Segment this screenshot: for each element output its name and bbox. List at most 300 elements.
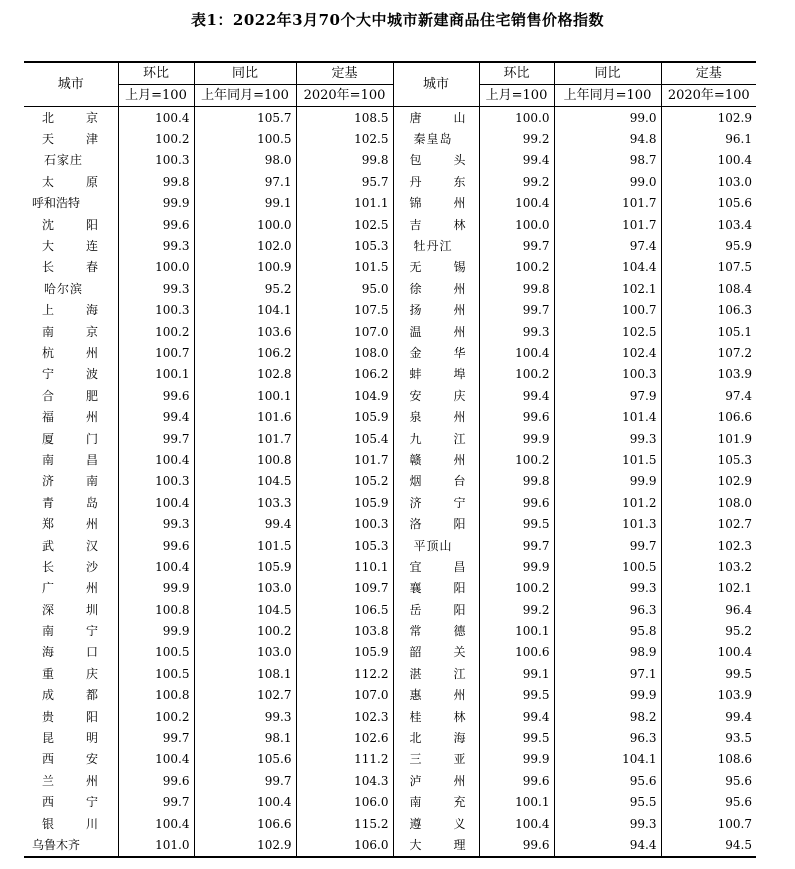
city-cell (393, 107, 479, 129)
yoy-value: 99.1 (194, 193, 296, 214)
city-cell (393, 128, 479, 149)
fixed-value: 108.5 (296, 107, 393, 129)
city-name: 秦皇岛 (413, 132, 453, 147)
city-name: 安 庆 (409, 388, 466, 403)
mom-value: 99.9 (479, 556, 554, 577)
mom-value: 99.7 (118, 792, 194, 813)
yoy-value: 101.5 (554, 449, 661, 470)
mom-value: 99.9 (479, 428, 554, 449)
city-cell (24, 342, 118, 363)
city-name: 厦 门 (42, 431, 98, 446)
yoy-value: 100.3 (554, 364, 661, 385)
header-city-right: 城市 (393, 62, 479, 107)
fixed-value: 103.2 (661, 556, 756, 577)
city-name: 深 圳 (42, 602, 98, 617)
mom-value: 99.5 (479, 685, 554, 706)
table-row (24, 792, 756, 813)
yoy-value: 97.1 (554, 663, 661, 684)
city-cell (24, 235, 118, 256)
fixed-value: 101.5 (296, 257, 393, 278)
mom-value: 100.2 (479, 449, 554, 470)
mom-value: 100.5 (118, 642, 194, 663)
mom-value: 100.3 (118, 150, 194, 171)
table-row (24, 193, 756, 214)
fixed-value: 101.7 (296, 449, 393, 470)
fixed-value: 111.2 (296, 749, 393, 770)
table-row (24, 578, 756, 599)
city-cell (24, 406, 118, 427)
table-row (24, 706, 756, 727)
table-row (24, 471, 756, 492)
fixed-value: 104.3 (296, 770, 393, 791)
fixed-value: 106.0 (296, 792, 393, 813)
mom-value: 100.2 (479, 257, 554, 278)
city-name: 南 充 (409, 795, 466, 810)
city-name: 北 京 (42, 110, 98, 125)
city-cell (24, 385, 118, 406)
yoy-value: 102.4 (554, 342, 661, 363)
fixed-value: 107.5 (661, 257, 756, 278)
mom-value: 99.3 (118, 278, 194, 299)
table-row (24, 278, 756, 299)
mom-value: 99.1 (479, 663, 554, 684)
mom-value: 100.4 (118, 107, 194, 129)
yoy-value: 102.7 (194, 685, 296, 706)
yoy-value: 105.7 (194, 107, 296, 129)
mom-value: 100.4 (479, 342, 554, 363)
header-mom-sub-right: 上月=100 (479, 85, 554, 107)
city-name: 哈尔滨 (44, 281, 84, 296)
table-row (24, 663, 756, 684)
table-row (24, 492, 756, 513)
fixed-value: 104.9 (296, 385, 393, 406)
mom-value: 99.4 (479, 706, 554, 727)
city-name: 南 京 (42, 324, 98, 339)
city-name: 韶 关 (409, 645, 466, 660)
mom-value: 99.2 (479, 171, 554, 192)
fixed-value: 100.4 (661, 642, 756, 663)
city-cell (393, 406, 479, 427)
city-cell (393, 235, 479, 256)
table-row (24, 342, 756, 363)
city-cell (393, 556, 479, 577)
fixed-value: 103.4 (661, 214, 756, 235)
city-cell (24, 492, 118, 513)
yoy-value: 100.0 (194, 214, 296, 235)
table-row (24, 406, 756, 427)
city-name: 徐 州 (409, 281, 466, 296)
city-name: 吉 林 (409, 217, 466, 232)
city-cell (393, 642, 479, 663)
fixed-value: 102.9 (661, 107, 756, 129)
fixed-value: 112.2 (296, 663, 393, 684)
city-cell (393, 321, 479, 342)
mom-value: 100.4 (479, 193, 554, 214)
header-yoy-sub-right: 上年同月=100 (554, 85, 661, 107)
mom-value: 100.6 (479, 642, 554, 663)
fixed-value: 105.9 (296, 642, 393, 663)
city-cell (393, 471, 479, 492)
mom-value: 99.4 (479, 385, 554, 406)
mom-value: 100.1 (118, 364, 194, 385)
fixed-value: 106.6 (661, 406, 756, 427)
table-title: 表1：2022年3月70个大中城市新建商品住宅销售价格指数 (191, 11, 604, 29)
mom-value: 100.4 (118, 556, 194, 577)
yoy-value: 100.5 (194, 128, 296, 149)
city-name: 大 理 (409, 837, 466, 852)
mom-value: 100.2 (118, 706, 194, 727)
yoy-value: 105.6 (194, 749, 296, 770)
yoy-value: 102.8 (194, 364, 296, 385)
yoy-value: 101.4 (554, 406, 661, 427)
fixed-value: 99.5 (661, 663, 756, 684)
yoy-value: 97.4 (554, 235, 661, 256)
city-cell (24, 749, 118, 770)
yoy-value: 103.3 (194, 492, 296, 513)
city-name: 西 安 (42, 752, 98, 767)
yoy-value: 97.1 (194, 171, 296, 192)
mom-value: 99.7 (479, 300, 554, 321)
mom-value: 99.9 (118, 193, 194, 214)
city-name: 银 川 (42, 816, 98, 831)
fixed-value: 100.3 (296, 513, 393, 534)
yoy-value: 99.9 (554, 685, 661, 706)
mom-value: 99.7 (118, 727, 194, 748)
mom-value: 100.2 (118, 128, 194, 149)
city-name: 赣 州 (409, 452, 466, 467)
city-cell (393, 685, 479, 706)
city-cell (24, 471, 118, 492)
table-row (24, 620, 756, 641)
fixed-value: 105.4 (296, 428, 393, 449)
city-name: 杭 州 (42, 345, 98, 360)
city-cell (24, 278, 118, 299)
city-cell (24, 128, 118, 149)
city-name: 泸 州 (409, 773, 466, 788)
city-cell (24, 706, 118, 727)
table-row (24, 428, 756, 449)
city-name: 郑 州 (42, 517, 98, 532)
mom-value: 100.4 (118, 813, 194, 834)
city-cell (24, 214, 118, 235)
city-name: 温 州 (409, 324, 466, 339)
city-name: 长 沙 (42, 559, 98, 574)
city-cell (24, 150, 118, 171)
mom-value: 99.7 (118, 428, 194, 449)
fixed-value: 107.0 (296, 685, 393, 706)
table-row (24, 813, 756, 834)
fixed-value: 105.1 (661, 321, 756, 342)
city-name: 金 华 (409, 345, 466, 360)
fixed-value: 115.2 (296, 813, 393, 834)
yoy-value: 104.5 (194, 471, 296, 492)
yoy-value: 104.4 (554, 257, 661, 278)
city-cell (24, 193, 118, 214)
yoy-value: 102.9 (194, 834, 296, 856)
city-name: 石家庄 (44, 153, 84, 168)
city-cell (24, 107, 118, 129)
fixed-value: 101.9 (661, 428, 756, 449)
city-name: 乌鲁木齐 (32, 837, 81, 852)
city-name: 岳 阳 (409, 602, 466, 617)
mom-value: 99.8 (479, 278, 554, 299)
fixed-value: 95.6 (661, 792, 756, 813)
table-row (24, 321, 756, 342)
header-fixed-sub-right: 2020年=100 (661, 85, 756, 107)
city-name: 贵 阳 (42, 709, 98, 724)
city-name: 呼和浩特 (32, 196, 81, 211)
city-cell (24, 642, 118, 663)
yoy-value: 102.5 (554, 321, 661, 342)
city-name: 泉 州 (409, 410, 466, 425)
city-cell (24, 813, 118, 834)
mom-value: 100.2 (479, 364, 554, 385)
table-row (24, 749, 756, 770)
city-cell (24, 300, 118, 321)
city-cell (393, 257, 479, 278)
table-row (24, 685, 756, 706)
yoy-value: 99.0 (554, 107, 661, 129)
fixed-value: 105.3 (296, 235, 393, 256)
city-cell (393, 792, 479, 813)
yoy-value: 98.7 (554, 150, 661, 171)
table-row (24, 300, 756, 321)
yoy-value: 100.5 (554, 556, 661, 577)
fixed-value: 102.3 (296, 706, 393, 727)
city-name: 牡丹江 (413, 239, 453, 254)
fixed-value: 97.4 (661, 385, 756, 406)
mom-value: 100.1 (479, 792, 554, 813)
city-name: 合 肥 (42, 388, 98, 403)
city-name: 包 头 (409, 153, 466, 168)
city-name: 福 州 (42, 410, 98, 425)
yoy-value: 99.0 (554, 171, 661, 192)
yoy-value: 99.7 (194, 770, 296, 791)
yoy-value: 98.1 (194, 727, 296, 748)
fixed-value: 105.6 (661, 193, 756, 214)
city-cell (393, 449, 479, 470)
mom-value: 99.8 (118, 171, 194, 192)
mom-value: 100.2 (479, 578, 554, 599)
table-row (24, 770, 756, 791)
mom-value: 99.7 (479, 235, 554, 256)
fixed-value: 105.9 (296, 406, 393, 427)
city-name: 海 口 (42, 645, 98, 660)
city-name: 丹 东 (409, 174, 466, 189)
fixed-value: 99.8 (296, 150, 393, 171)
city-cell (393, 706, 479, 727)
header-mom-sub-left: 上月=100 (118, 85, 194, 107)
fixed-value: 95.0 (296, 278, 393, 299)
yoy-value: 100.9 (194, 257, 296, 278)
header-mom-right: 环比 (479, 62, 554, 85)
fixed-value: 94.5 (661, 834, 756, 856)
city-cell (393, 193, 479, 214)
fixed-value: 102.7 (661, 513, 756, 534)
mom-value: 99.6 (479, 492, 554, 513)
fixed-value: 106.5 (296, 599, 393, 620)
fixed-value: 96.4 (661, 599, 756, 620)
fixed-value: 109.7 (296, 578, 393, 599)
city-name: 重 庆 (42, 666, 98, 681)
mom-value: 100.0 (479, 107, 554, 129)
fixed-value: 102.1 (661, 578, 756, 599)
mom-value: 100.1 (479, 620, 554, 641)
fixed-value: 108.6 (661, 749, 756, 770)
city-cell (24, 663, 118, 684)
city-cell (393, 727, 479, 748)
table-row (24, 235, 756, 256)
city-cell (393, 385, 479, 406)
header-fixed-right: 定基 (661, 62, 756, 85)
city-cell (24, 449, 118, 470)
yoy-value: 103.6 (194, 321, 296, 342)
yoy-value: 98.2 (554, 706, 661, 727)
yoy-value: 95.8 (554, 620, 661, 641)
city-name: 宁 波 (42, 367, 98, 382)
fixed-value: 108.0 (661, 492, 756, 513)
city-cell (393, 535, 479, 556)
mom-value: 100.7 (118, 342, 194, 363)
fixed-value: 101.1 (296, 193, 393, 214)
fixed-value: 102.9 (661, 471, 756, 492)
yoy-value: 101.3 (554, 513, 661, 534)
city-cell (393, 214, 479, 235)
table-body (24, 107, 756, 857)
yoy-value: 95.5 (554, 792, 661, 813)
yoy-value: 101.7 (554, 214, 661, 235)
city-cell (393, 171, 479, 192)
yoy-value: 97.9 (554, 385, 661, 406)
fixed-value: 102.5 (296, 128, 393, 149)
yoy-value: 95.2 (194, 278, 296, 299)
yoy-value: 99.7 (554, 535, 661, 556)
mom-value: 99.6 (118, 385, 194, 406)
mom-value: 99.2 (479, 128, 554, 149)
yoy-value: 96.3 (554, 599, 661, 620)
city-cell (393, 278, 479, 299)
table-row (24, 642, 756, 663)
mom-value: 99.6 (479, 770, 554, 791)
fixed-value: 95.9 (661, 235, 756, 256)
city-cell (24, 599, 118, 620)
city-cell (393, 834, 479, 856)
city-name: 南 宁 (42, 624, 98, 639)
fixed-value: 105.3 (296, 535, 393, 556)
yoy-value: 100.1 (194, 385, 296, 406)
mom-value: 99.5 (479, 727, 554, 748)
city-name: 三 亚 (409, 752, 466, 767)
city-name: 长 春 (42, 260, 98, 275)
city-name: 唐 山 (409, 110, 466, 125)
mom-value: 99.6 (479, 406, 554, 427)
header-fixed-left: 定基 (296, 62, 393, 85)
fixed-value: 96.1 (661, 128, 756, 149)
city-name: 无 锡 (409, 260, 466, 275)
mom-value: 99.6 (118, 770, 194, 791)
city-cell (393, 492, 479, 513)
mom-value: 99.8 (479, 471, 554, 492)
city-cell (393, 513, 479, 534)
city-cell (24, 834, 118, 856)
yoy-value: 108.1 (194, 663, 296, 684)
city-name: 济 宁 (409, 495, 466, 510)
city-cell (393, 578, 479, 599)
fixed-value: 106.3 (661, 300, 756, 321)
mom-value: 100.8 (118, 685, 194, 706)
city-cell (393, 620, 479, 641)
city-name: 北 海 (409, 731, 466, 746)
yoy-value: 102.1 (554, 278, 661, 299)
city-cell (24, 535, 118, 556)
mom-value: 100.0 (479, 214, 554, 235)
city-name: 洛 阳 (409, 517, 466, 532)
mom-value: 100.0 (118, 257, 194, 278)
mom-value: 99.7 (479, 535, 554, 556)
mom-value: 99.6 (479, 834, 554, 856)
city-cell (393, 599, 479, 620)
city-cell (24, 727, 118, 748)
header-yoy-left: 同比 (194, 62, 296, 85)
city-cell (24, 364, 118, 385)
mom-value: 99.9 (118, 578, 194, 599)
table-row (24, 128, 756, 149)
yoy-value: 103.0 (194, 642, 296, 663)
mom-value: 99.2 (479, 599, 554, 620)
city-cell (393, 428, 479, 449)
fixed-value: 103.9 (661, 364, 756, 385)
city-cell (24, 321, 118, 342)
fixed-value: 106.0 (296, 834, 393, 856)
yoy-value: 106.6 (194, 813, 296, 834)
table-row (24, 556, 756, 577)
city-cell (24, 428, 118, 449)
yoy-value: 94.4 (554, 834, 661, 856)
yoy-value: 104.5 (194, 599, 296, 620)
table-row (24, 834, 756, 856)
city-name: 桂 林 (409, 709, 466, 724)
fixed-value: 105.9 (296, 492, 393, 513)
city-name: 烟 台 (409, 474, 466, 489)
city-name: 南 昌 (42, 452, 98, 467)
city-name: 湛 江 (409, 666, 466, 681)
city-cell (24, 792, 118, 813)
city-name: 蚌 埠 (409, 367, 466, 382)
city-name: 太 原 (42, 174, 98, 189)
city-cell (393, 342, 479, 363)
yoy-value: 105.9 (194, 556, 296, 577)
city-name: 惠 州 (409, 688, 466, 703)
city-cell (393, 749, 479, 770)
header-fixed-sub-left: 2020年=100 (296, 85, 393, 107)
city-cell (24, 171, 118, 192)
mom-value: 100.3 (118, 471, 194, 492)
city-cell (393, 663, 479, 684)
mom-value: 99.3 (118, 235, 194, 256)
fixed-value: 105.2 (296, 471, 393, 492)
header-yoy-right: 同比 (554, 62, 661, 85)
city-name: 大 连 (42, 239, 98, 254)
yoy-value: 99.3 (554, 428, 661, 449)
yoy-value: 98.0 (194, 150, 296, 171)
city-cell (24, 556, 118, 577)
table-row (24, 599, 756, 620)
city-name: 兰 州 (42, 773, 98, 788)
mom-value: 99.4 (118, 406, 194, 427)
price-index-table (24, 61, 756, 858)
city-name: 平顶山 (413, 538, 453, 553)
city-name: 成 都 (42, 688, 98, 703)
